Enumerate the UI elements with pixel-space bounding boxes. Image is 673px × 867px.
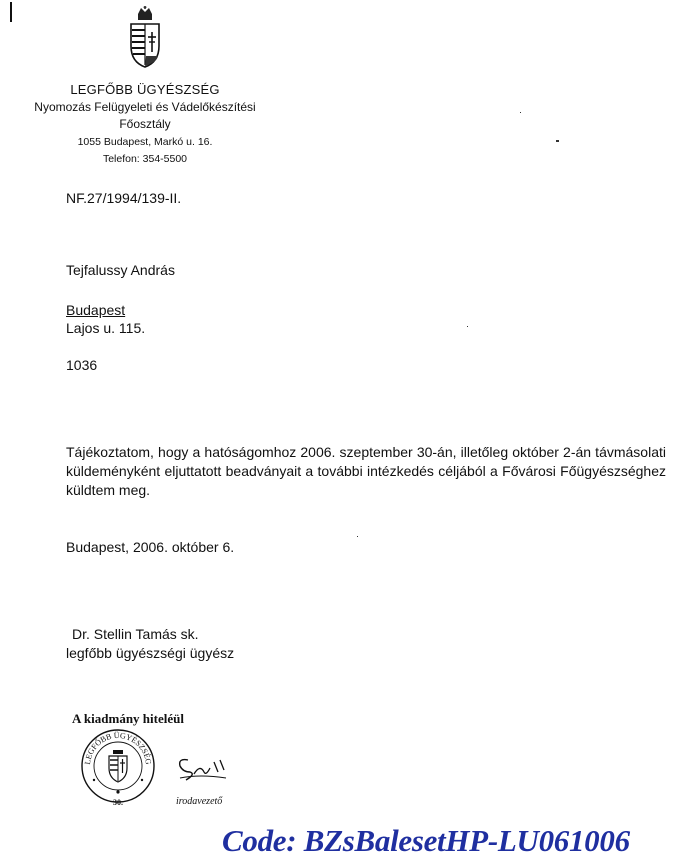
signer-title: legfőbb ügyészségi ügyész bbox=[66, 645, 235, 661]
official-seal-icon bbox=[80, 728, 156, 804]
certification-text: A kiadmány hiteléül bbox=[72, 711, 184, 726]
office-name: LEGFŐBB ÜGYÉSZSÉG bbox=[70, 82, 220, 97]
seal-text: LEGFŐBB ÜGYÉSZSÉG bbox=[82, 730, 154, 765]
department-line-1: Nyomozás Felügyeleti és Vádelőkészítési bbox=[34, 100, 256, 114]
office-phone: Telefon: 354-5500 bbox=[102, 153, 188, 165]
scan-speck bbox=[556, 140, 559, 142]
letter-body: Tájékoztatom, hogy a hatóságomhoz 2006. szeptember 30-án, illetőleg október 2-án távmásolati küldeményként eljuttatott beadványait a további intézkedés céljából a Fővárosi Főügyészséghez küldtem meg. bbox=[66, 444, 666, 498]
stamp-number: 30. bbox=[113, 798, 123, 807]
recipient-street: Lajos u. 115. bbox=[66, 320, 146, 336]
reference-number: NF.27/1994/139-II. bbox=[66, 190, 182, 206]
coat-of-arms-icon bbox=[126, 6, 164, 68]
recipient-postal-code: 1036 bbox=[66, 357, 98, 373]
office-address: 1055 Budapest, Markó u. 16. bbox=[77, 136, 213, 148]
scan-speck bbox=[467, 326, 468, 327]
department-line-2: Főosztály bbox=[119, 117, 171, 131]
recipient-name: Tejfalussy András bbox=[66, 262, 175, 278]
margin-mark bbox=[10, 2, 12, 22]
recipient-city: Budapest bbox=[66, 302, 126, 318]
signer-name: Dr. Stellin Tamás sk. bbox=[72, 626, 199, 642]
date-line: Budapest, 2006. október 6. bbox=[66, 539, 235, 555]
scan-speck bbox=[357, 536, 358, 537]
scan-speck bbox=[520, 112, 521, 113]
stamp-role: irodavezető bbox=[176, 796, 223, 807]
handwritten-signature bbox=[174, 752, 230, 782]
footer-code: Code: BZsBalesetHP-LU061006 bbox=[222, 823, 630, 858]
